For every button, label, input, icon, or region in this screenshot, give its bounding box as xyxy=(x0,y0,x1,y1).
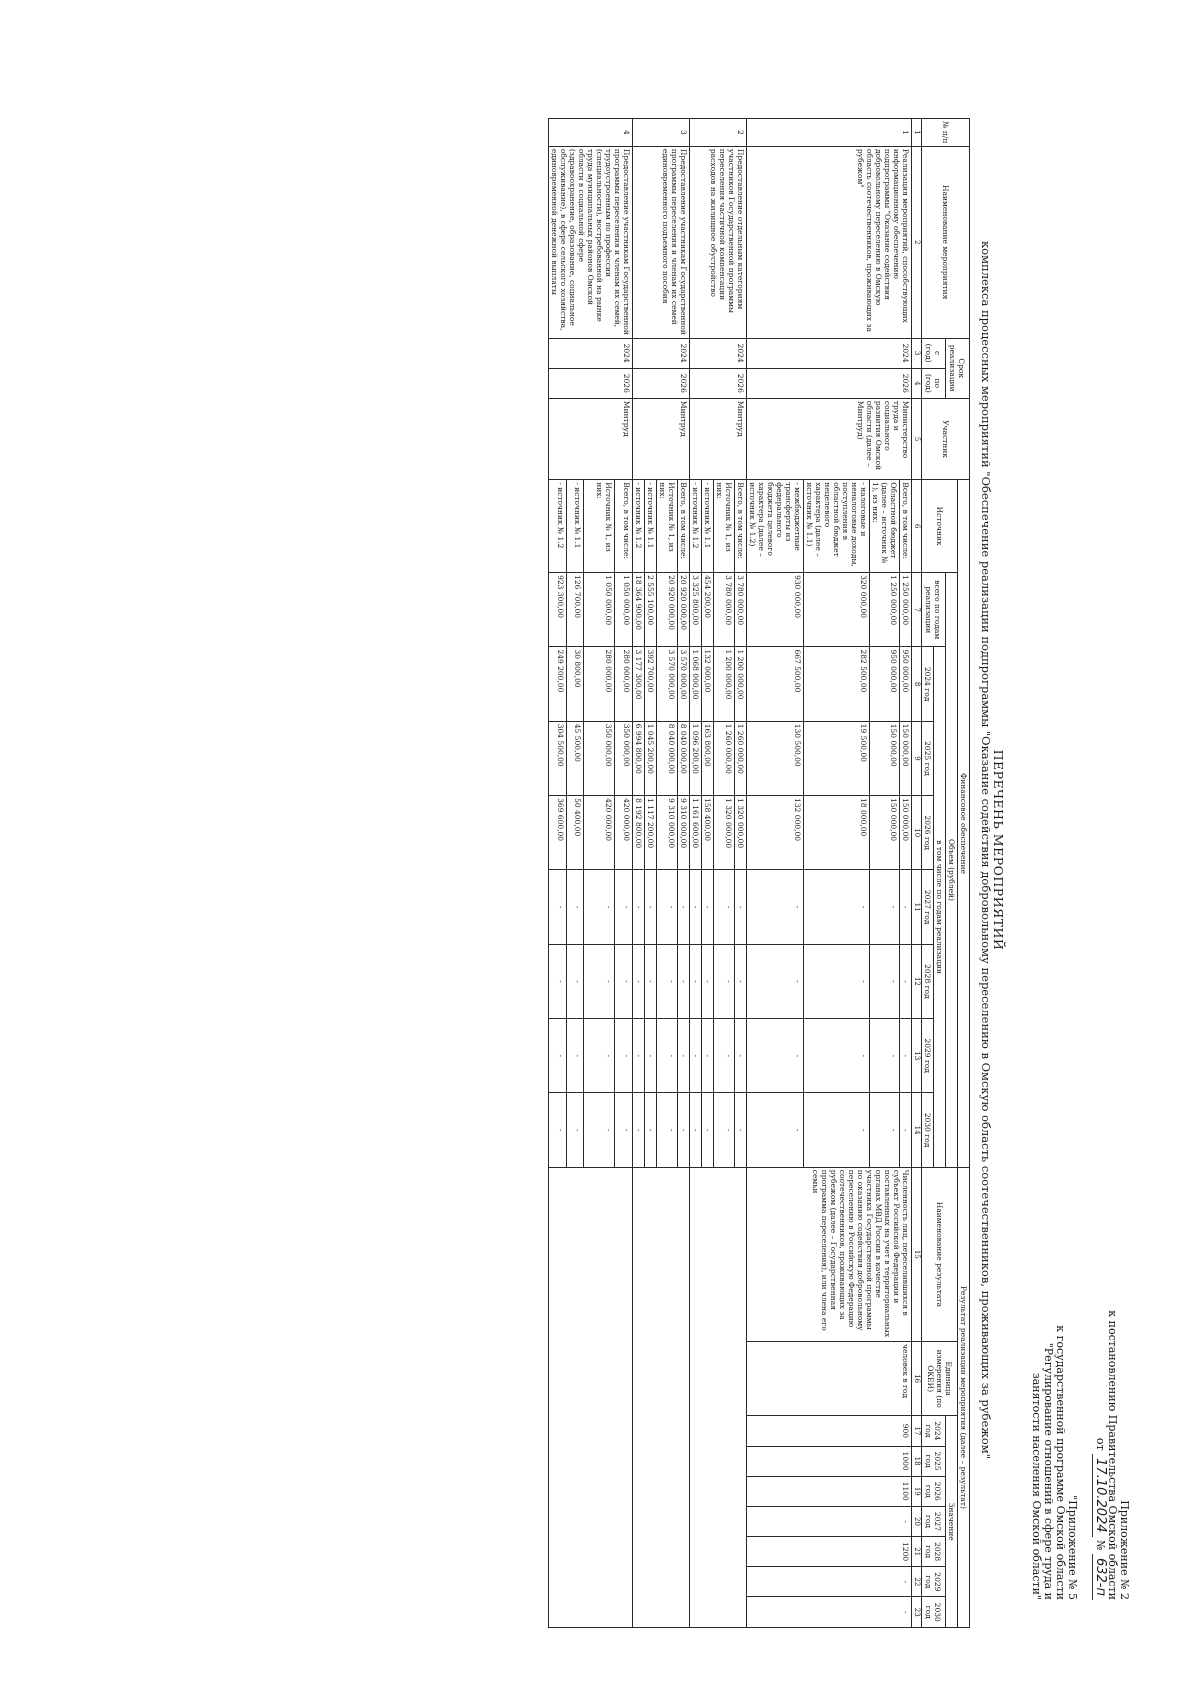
amount-2030: - xyxy=(735,1093,747,1167)
header-y2029: 2029 год xyxy=(922,1019,934,1093)
amount-2026: 369 600,00 xyxy=(549,796,567,870)
amount-2030: - xyxy=(615,1093,633,1167)
amount-2024: 280 000,00 xyxy=(615,647,633,721)
column-number: 21 xyxy=(912,1537,922,1567)
result-value-2029: - xyxy=(747,1567,912,1597)
header-y2026: 2026 год xyxy=(922,796,934,870)
column-number: 16 xyxy=(912,1341,922,1415)
column-number: 3 xyxy=(912,338,922,368)
amount-2029: - xyxy=(702,1019,714,1093)
appendix-2-ref: к постановлению Правительства Омской области xyxy=(1106,1310,1119,1600)
document-title xyxy=(979,180,1005,1520)
amount-2029: - xyxy=(657,1019,678,1093)
appendix-5-header xyxy=(1030,1300,1078,1600)
appendix-5-line: к государственной программе Омской области xyxy=(1054,1325,1067,1600)
column-number: 8 xyxy=(912,647,922,721)
amount-2030: - xyxy=(645,1093,657,1167)
amount-2024: 950 000,00 xyxy=(870,647,900,721)
amount-2027: - xyxy=(870,870,900,944)
amount-2025: 150 000,00 xyxy=(870,721,900,795)
row-num: 2 xyxy=(690,119,747,147)
column-number: 15 xyxy=(912,1167,922,1341)
amount-2025: 350 000,00 xyxy=(584,721,615,795)
amount-2025: 1 045 200,00 xyxy=(645,721,657,795)
term-to: 2026 xyxy=(633,368,690,398)
amount-2028: - xyxy=(549,944,567,1018)
amount-2028: - xyxy=(678,944,690,1018)
amount-2030: - xyxy=(747,1093,804,1167)
amount-total: 20 920 000,00 xyxy=(678,573,690,647)
column-number: 1 xyxy=(912,119,922,147)
amount-2024: 30 800,00 xyxy=(566,647,584,721)
amount-2027: - xyxy=(615,870,633,944)
header-ry2029: 2029 год xyxy=(922,1567,946,1597)
amount-total: 454 200,00 xyxy=(702,573,714,647)
column-number: 5 xyxy=(912,398,922,479)
amount-2029: - xyxy=(584,1019,615,1093)
header-unit: Единица измерения (по ОКЕИ) xyxy=(922,1341,958,1415)
result-empty xyxy=(690,1167,747,1627)
amount-2030: - xyxy=(804,1093,870,1167)
amount-2030: - xyxy=(678,1093,690,1167)
amount-2024: 282 500,00 xyxy=(804,647,870,721)
result-value-2027: - xyxy=(747,1506,912,1536)
header-ry2030: 2030 год xyxy=(922,1597,946,1628)
handwritten-number: 632-п xyxy=(1092,1554,1108,1600)
source: Всего, в том числе: xyxy=(678,480,690,573)
column-number: 2 xyxy=(912,146,922,338)
amount-2025: 19 500,00 xyxy=(804,721,870,795)
amount-2026: 50 400,00 xyxy=(566,796,584,870)
header-volume: Объем (рублей) xyxy=(946,573,958,1168)
header-term-from: с (год) xyxy=(922,338,946,368)
amount-2030: - xyxy=(566,1093,584,1167)
amount-2026: 158 400,00 xyxy=(702,796,714,870)
amount-2027: - xyxy=(678,870,690,944)
header-y2030: 2030 год xyxy=(922,1093,934,1167)
amount-2024: 3 177 300,00 xyxy=(633,647,645,721)
amount-2028: - xyxy=(615,944,633,1018)
amount-2029: - xyxy=(804,1019,870,1093)
amount-2026: 9 310 000,00 xyxy=(678,796,690,870)
title-main: ПЕРЕЧЕНЬ МЕРОПРИЯТИЙ xyxy=(991,749,1006,951)
table-row xyxy=(615,119,633,1628)
measures-table xyxy=(548,118,970,1628)
amount-2026: 420 000,00 xyxy=(584,796,615,870)
amount-2028: - xyxy=(747,944,804,1018)
header-ry2028: 2028 год xyxy=(922,1537,946,1567)
amount-total: 1 250 000,00 xyxy=(900,573,912,647)
amount-2029: - xyxy=(690,1019,702,1093)
column-number: 18 xyxy=(912,1446,922,1476)
column-number: 14 xyxy=(912,1093,922,1167)
header-participant: Участник xyxy=(922,398,970,479)
term-to: 2026 xyxy=(747,368,912,398)
column-number: 12 xyxy=(912,944,922,1018)
amount-2025: 1 096 200,00 xyxy=(690,721,702,795)
amount-2028: - xyxy=(804,944,870,1018)
source: - межбюджетные трансферты из федерального бюджета целевого характера (далее – источник № 1.2) xyxy=(747,480,804,573)
amount-2030: - xyxy=(657,1093,678,1167)
amount-2027: - xyxy=(633,870,645,944)
appendix-2-header xyxy=(1094,1300,1130,1600)
result-value-2028: 1200 xyxy=(747,1537,912,1567)
amount-2027: - xyxy=(690,870,702,944)
result-value-2026: 1100 xyxy=(747,1476,912,1506)
amount-2029: - xyxy=(566,1019,584,1093)
amount-total: 3 325 800,00 xyxy=(690,573,702,647)
amount-2030: - xyxy=(690,1093,702,1167)
amount-2025: 6 994 800,00 xyxy=(633,721,645,795)
amount-2024: 249 200,00 xyxy=(549,647,567,721)
amount-2025: 130 500,00 xyxy=(747,721,804,795)
amount-2028: - xyxy=(714,944,735,1018)
source: Источник № 1, из них: xyxy=(657,480,678,573)
amount-2028: - xyxy=(870,944,900,1018)
amount-2029: - xyxy=(747,1019,804,1093)
measure-name: Предоставление участникам Государственной программы переселения и членам их семей, трудоустроенным по профессии (специальности), востребованной на рынке труда муниципальных районов Омской области в социальной сфере (здравоохранение, образование, социальное обслуживание), в сфере сельского хозяйства, единовременной денежной выплаты xyxy=(549,146,633,338)
source: - источник № 1.2 xyxy=(549,480,567,573)
amount-2030: - xyxy=(702,1093,714,1167)
amount-2027: - xyxy=(735,870,747,944)
amount-2030: - xyxy=(584,1093,615,1167)
appendix-5-line: "Регулирование отношений в сфере труда и xyxy=(1042,1342,1055,1600)
amount-2028: - xyxy=(735,944,747,1018)
column-number: 11 xyxy=(912,870,922,944)
column-number: 13 xyxy=(912,1019,922,1093)
amount-2029: - xyxy=(549,1019,567,1093)
measures-table-wrapper xyxy=(70,118,970,1628)
participant: Минтруд xyxy=(690,398,747,479)
amount-total: 18 364 900,00 xyxy=(633,573,645,647)
amount-2024: 667 500,00 xyxy=(747,647,804,721)
result-value-2030: - xyxy=(747,1597,912,1628)
amount-2029: - xyxy=(714,1019,735,1093)
participant: Минтруд xyxy=(549,398,633,479)
amount-2027: - xyxy=(804,870,870,944)
header-ry2024: 2024 год xyxy=(922,1416,946,1446)
amount-2030: - xyxy=(633,1093,645,1167)
amount-2029: - xyxy=(633,1019,645,1093)
amount-2024: 132 000,00 xyxy=(702,647,714,721)
amount-total: 3 780 000,00 xyxy=(735,573,747,647)
amount-2025: 8 040 000,00 xyxy=(678,721,690,795)
term-from: 2024 xyxy=(549,338,633,368)
source: - налоговые и неналоговые доходы, поступления в областной бюджет нецелевого характера (далее – источник № 1.1) xyxy=(804,480,870,573)
header-y2025: 2025 год xyxy=(922,721,934,795)
amount-total: 923 300,00 xyxy=(549,573,567,647)
column-number: 9 xyxy=(912,721,922,795)
term-from: 2024 xyxy=(747,338,912,368)
header-term: Срок реализации xyxy=(946,338,970,398)
amount-2025: 1 260 000,00 xyxy=(714,721,735,795)
header-finance: Финансовое обеспечение xyxy=(958,480,970,1168)
result-empty xyxy=(633,1167,690,1627)
header-result: Результат реализации мероприятия (далее – результат) xyxy=(958,1167,970,1627)
amount-2025: 350 000,00 xyxy=(615,721,633,795)
source: - источник № 1.1 xyxy=(645,480,657,573)
amount-2029: - xyxy=(678,1019,690,1093)
amount-2026: 420 000,00 xyxy=(615,796,633,870)
header-ry2025: 2025 год xyxy=(922,1446,946,1476)
amount-2024: 1 200 000,00 xyxy=(735,647,747,721)
row-num: 4 xyxy=(549,119,633,147)
appendix-5-title: "Приложение № 5 xyxy=(1066,1495,1079,1600)
source: Всего, в том числе: xyxy=(900,480,912,573)
column-number: 10 xyxy=(912,796,922,870)
header-value: Значение xyxy=(946,1416,958,1628)
source: Источник № 1, из них: xyxy=(584,480,615,573)
participant: Минтруд xyxy=(633,398,690,479)
result-name: Численность лиц, переселившихся в субъект Российской Федерации и поставленных на учет в территориальных органах МВД России в качестве участника Государственной программы по оказанию содействия добровольному переселению в Российскую Федерацию соотечественников, проживающих за рубежом (далее – Государственная программа переселения), или члена его семьи xyxy=(747,1167,912,1341)
amount-2029: - xyxy=(615,1019,633,1093)
header-name: Наименование мероприятия xyxy=(922,146,970,338)
amount-2025: 304 500,00 xyxy=(549,721,567,795)
appendix-5-line: занятости населения Омской области" xyxy=(1030,1372,1043,1600)
amount-2030: - xyxy=(714,1093,735,1167)
column-number: 23 xyxy=(912,1597,922,1628)
header-y2024: 2024 год xyxy=(922,647,934,721)
amount-2028: - xyxy=(645,944,657,1018)
amount-total: 20 920 000,00 xyxy=(657,573,678,647)
amount-2024: 392 700,00 xyxy=(645,647,657,721)
amount-2024: 3 570 000,00 xyxy=(678,647,690,721)
header-result-name: Наименование результата xyxy=(922,1167,958,1341)
measure-name: Предоставление участникам Государственной программы переселения и членам их семей единовременного подъемного пособия xyxy=(633,146,690,338)
amount-total: 126 700,00 xyxy=(566,573,584,647)
amount-2027: - xyxy=(645,870,657,944)
source: - источник № 1.2 xyxy=(690,480,702,573)
column-number: 19 xyxy=(912,1476,922,1506)
amount-total: 3 780 000,00 xyxy=(714,573,735,647)
header-num: № п/п xyxy=(922,119,970,147)
header-source: Источник xyxy=(922,480,958,573)
amount-2028: - xyxy=(584,944,615,1018)
amount-2024: 1 200 000,00 xyxy=(714,647,735,721)
amount-2025: 163 800,00 xyxy=(702,721,714,795)
column-number: 17 xyxy=(912,1416,922,1446)
amount-2025: 45 500,00 xyxy=(566,721,584,795)
measure-name: Предоставление отдельным категориям участников Государственной программы переселения частичной компенсации расходов на жилищное обустройство xyxy=(690,146,747,338)
amount-2026: 8 192 800,00 xyxy=(633,796,645,870)
appendix-2-date-line: от 17.10.2024 № 632-п xyxy=(1094,1300,1106,1600)
amount-2026: 1 161 600,00 xyxy=(690,796,702,870)
amount-2029: - xyxy=(645,1019,657,1093)
amount-2027: - xyxy=(714,870,735,944)
amount-2028: - xyxy=(900,944,912,1018)
amount-2027: - xyxy=(584,870,615,944)
amount-2028: - xyxy=(690,944,702,1018)
amount-2026: 132 000,00 xyxy=(747,796,804,870)
amount-2024: 3 570 000,00 xyxy=(657,647,678,721)
appendix-2-title: Приложение № 2 xyxy=(1118,1500,1131,1600)
amount-2026: 1 320 000,00 xyxy=(735,796,747,870)
term-from: 2024 xyxy=(690,338,747,368)
handwritten-date: 17.10.2024 xyxy=(1092,1454,1108,1536)
amount-2030: - xyxy=(870,1093,900,1167)
source: - источник № 1.1 xyxy=(702,480,714,573)
term-to: 2026 xyxy=(690,368,747,398)
amount-2029: - xyxy=(870,1019,900,1093)
source: Источник № 1, из них: xyxy=(714,480,735,573)
amount-2028: - xyxy=(566,944,584,1018)
header-ry2026: 2026 год xyxy=(922,1476,946,1506)
amount-2025: 150 000,00 xyxy=(900,721,912,795)
amount-2028: - xyxy=(702,944,714,1018)
column-number: 20 xyxy=(912,1506,922,1536)
amount-2028: - xyxy=(657,944,678,1018)
amount-2026: 1 117 200,00 xyxy=(645,796,657,870)
column-number: 4 xyxy=(912,368,922,398)
amount-2026: 1 320 000,00 xyxy=(714,796,735,870)
amount-2025: 8 040 000,00 xyxy=(657,721,678,795)
amount-2024: 280 000,00 xyxy=(584,647,615,721)
header-y2027: 2027 год xyxy=(922,870,934,944)
amount-2024: 950 000,00 xyxy=(900,647,912,721)
result-value-2024: 900 xyxy=(747,1416,912,1446)
table-row xyxy=(735,119,747,1628)
amount-2027: - xyxy=(566,870,584,944)
term-from: 2024 xyxy=(633,338,690,368)
result-empty xyxy=(549,1167,633,1627)
column-numbers-row xyxy=(912,119,922,1628)
amount-2029: - xyxy=(900,1019,912,1093)
table-row xyxy=(678,119,690,1628)
amount-2028: - xyxy=(633,944,645,1018)
source: - источник № 1.2 xyxy=(633,480,645,573)
amount-total: 2 555 100,00 xyxy=(645,573,657,647)
source: Всего, в том числе: xyxy=(615,480,633,573)
measure-name: Реализация мероприятий, способствующих информационному обеспечению подпрограммы "Оказание содействия добровольному переселению в Омскую область соотечественников, проживающих за рубежом" xyxy=(747,146,912,338)
amount-2027: - xyxy=(900,870,912,944)
result-unit: человек в год xyxy=(747,1341,912,1415)
amount-2027: - xyxy=(549,870,567,944)
amount-2027: - xyxy=(702,870,714,944)
column-number: 22 xyxy=(912,1567,922,1597)
amount-2029: - xyxy=(735,1019,747,1093)
amount-2027: - xyxy=(747,870,804,944)
amount-total: 1 050 000,00 xyxy=(615,573,633,647)
title-sub: комплекса процессных мероприятий "Обеспечение реализации подпрограммы "Оказание содействия добровольному переселению в Омскую область соотечественников, проживающих за рубежом" xyxy=(979,240,993,1460)
row-num: 3 xyxy=(633,119,690,147)
result-value-2025: 1000 xyxy=(747,1446,912,1476)
amount-total: 320 000,00 xyxy=(804,573,870,647)
amount-total: 930 000,00 xyxy=(747,573,804,647)
amount-2026: 9 310 000,00 xyxy=(657,796,678,870)
table-row xyxy=(900,119,912,1628)
header-ry2027: 2027 год xyxy=(922,1506,946,1536)
term-to: 2026 xyxy=(549,368,633,398)
amount-2026: 150 000,00 xyxy=(900,796,912,870)
column-number: 7 xyxy=(912,573,922,647)
amount-2030: - xyxy=(900,1093,912,1167)
amount-2030: - xyxy=(549,1093,567,1167)
amount-2026: 18 000,00 xyxy=(804,796,870,870)
amount-2027: - xyxy=(657,870,678,944)
source: Областной бюджет (далее – источник № 1), из них: xyxy=(870,480,900,573)
participant: Министерство труда и социального развития Омской области (далее – Минтруд) xyxy=(747,398,912,479)
amount-2025: 1 260 000,00 xyxy=(735,721,747,795)
amount-total: 1 050 000,00 xyxy=(584,573,615,647)
row-num: 1 xyxy=(747,119,912,147)
amount-2026: 150 000,00 xyxy=(870,796,900,870)
source: - источник № 1.1 xyxy=(566,480,584,573)
header-term-to: по (год) xyxy=(922,368,946,398)
header-y2028: 2028 год xyxy=(922,944,934,1018)
source: Всего, в том числе: xyxy=(735,480,747,573)
amount-total: 1 250 000,00 xyxy=(870,573,900,647)
header-by-years: в том числе по годам реализации xyxy=(934,647,946,1167)
amount-2024: 1 068 000,00 xyxy=(690,647,702,721)
column-number: 6 xyxy=(912,480,922,573)
header-total: всего по годам реализации xyxy=(922,573,946,647)
